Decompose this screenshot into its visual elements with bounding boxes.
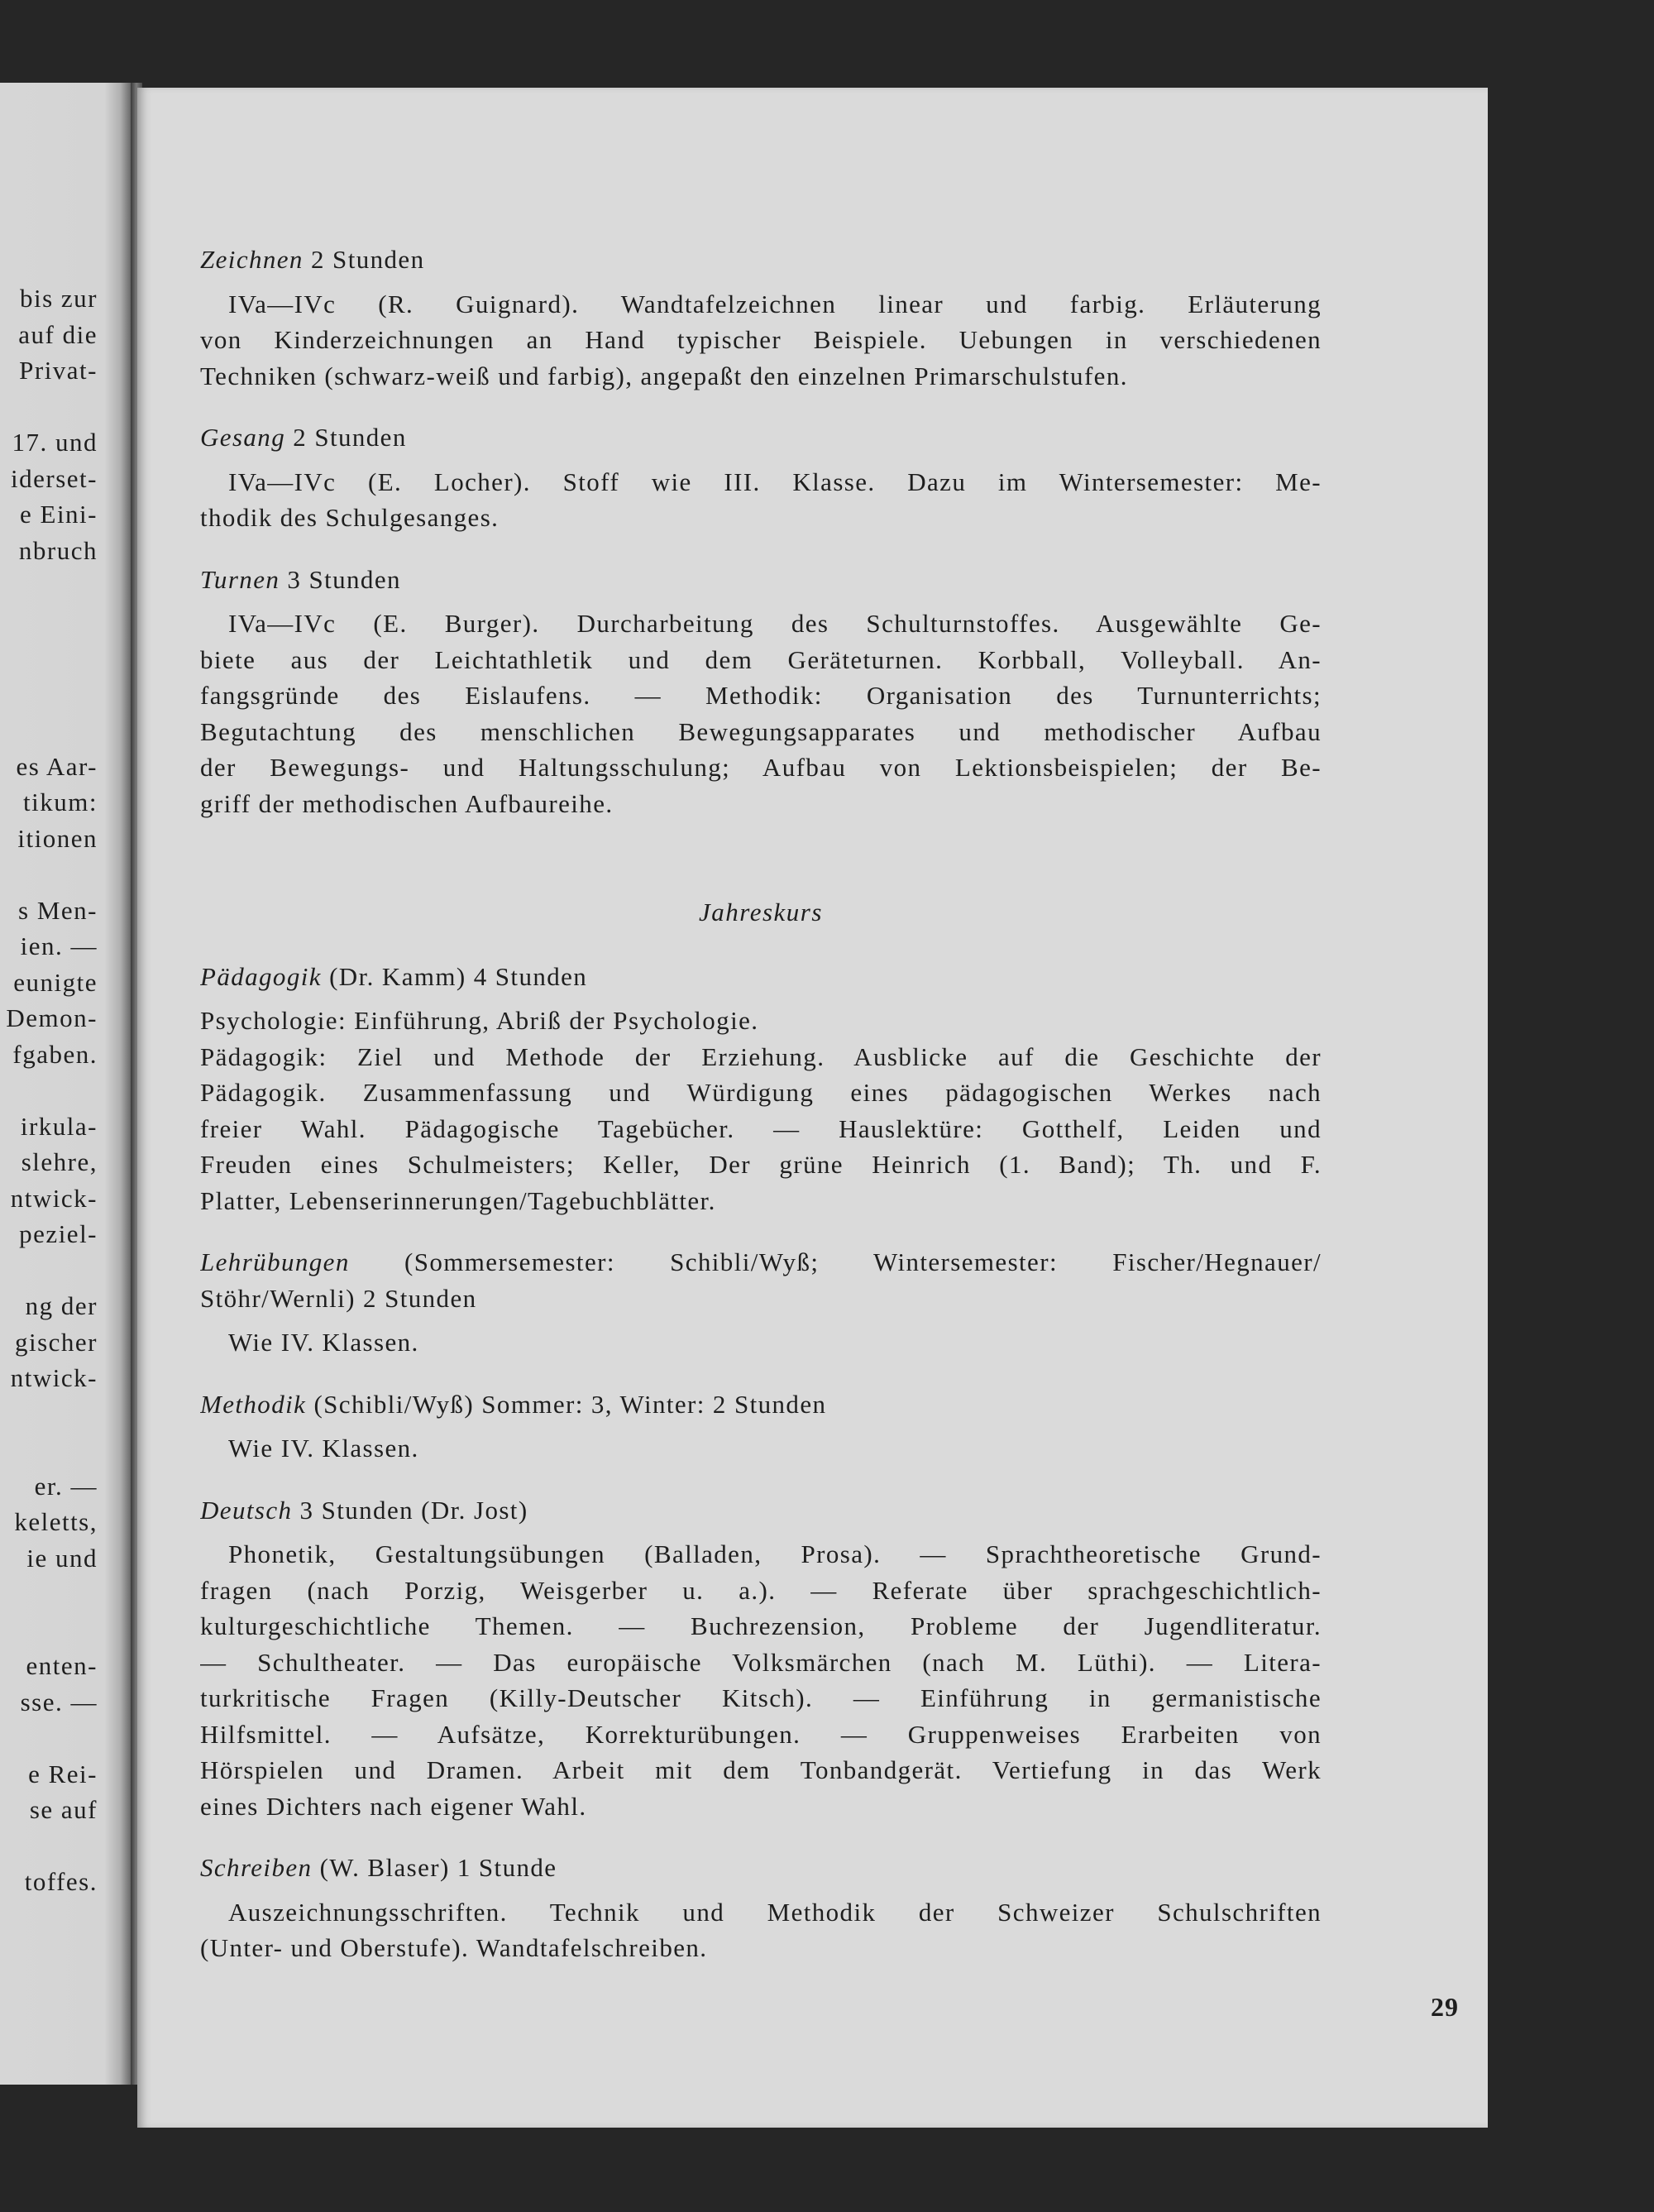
course-name: Schreiben <box>200 1853 313 1882</box>
left-text-line: keletts, <box>14 1507 98 1536</box>
left-text-line: se auf <box>29 1795 98 1824</box>
text-line: Phonetik, Gestaltungsübungen (Balladen, Prosa). — Sprachtheoretische Grund- <box>228 1539 1322 1568</box>
left-text-line <box>0 1396 98 1433</box>
left-text-line: sse. — <box>20 1687 98 1716</box>
left-text-line <box>0 1828 98 1865</box>
text-line: fangsgründe des Eislaufens. — Methodik: Organisation des Turnunterrichts; <box>200 681 1322 710</box>
course-details: Stöhr/Wernli) 2 Stunden <box>200 1283 477 1313</box>
left-text-line <box>0 1720 98 1756</box>
left-text-line <box>0 605 98 641</box>
left-text-line: e Rei- <box>28 1759 98 1788</box>
text-line: Wie IV. Klassen. <box>228 1434 419 1463</box>
course-name: Gesang <box>200 423 286 452</box>
left-text-line <box>0 1576 98 1612</box>
page-number: 29 <box>1431 1992 1459 2022</box>
left-text-line <box>0 712 98 749</box>
course-section <box>200 1492 1322 1825</box>
course-description <box>200 1003 1322 1039</box>
text-line: freier Wahl. Pädagogische Tagebücher. — Hauslektüre: Gotthelf, Leiden und <box>200 1113 1322 1143</box>
course-heading <box>200 562 1322 598</box>
heading-line <box>200 242 1322 278</box>
left-text-line: gischer <box>14 1327 98 1357</box>
text-line: IVa—IVc (R. Guignard). Wandtafelzeichnen linear und farbig. Erläuterung <box>228 289 1322 318</box>
course-details: (Sommersemester: Schibli/Wyß; Wintersemester: Fischer/Hegnauer/ <box>404 1247 1322 1276</box>
left-text-line: nbruch <box>18 535 98 565</box>
course-description <box>200 1324 1322 1361</box>
course-name: Lehrübungen <box>200 1247 350 1276</box>
course-heading <box>200 419 1322 456</box>
course-section <box>200 959 1322 1219</box>
course-section <box>200 1850 1322 1966</box>
left-text-line: 17. und <box>12 428 98 457</box>
left-text-line: ng der <box>25 1291 98 1320</box>
course-heading <box>200 1850 1322 1886</box>
page-content <box>200 242 1322 1966</box>
course-section <box>200 419 1322 536</box>
course-description <box>200 1039 1322 1219</box>
text-line: IVa—IVc (E. Burger). Durcharbeitung des Schulturnstoffes. Ausgewählte Ge- <box>228 609 1322 638</box>
left-text-line: irkula- <box>20 1111 98 1141</box>
course-description <box>200 1430 1322 1467</box>
text-line: biete aus der Leichtathletik und dem Geräteturnen. Korbball, Volleyball. An- <box>200 644 1322 674</box>
course-name: Deutsch <box>200 1495 293 1525</box>
text-line: von Kinderzeichnungen an Hand typischer Beispiele. Uebungen in verschiedenen <box>200 325 1322 354</box>
text-line: thodik des Schulgesanges. <box>200 503 500 532</box>
course-details: (Dr. Kamm) 4 Stunden <box>329 961 588 991</box>
left-text-line: Privat- <box>19 356 98 385</box>
course-details: 3 Stunden (Dr. Jost) <box>299 1495 528 1525</box>
course-description <box>200 1894 1322 1966</box>
course-section <box>200 242 1322 394</box>
left-text-line: peziel- <box>19 1219 98 1248</box>
course-heading <box>200 1244 1322 1316</box>
left-text-line: ie und <box>26 1543 98 1573</box>
course-details: 2 Stunden <box>293 423 407 452</box>
text-line: turkritische Fragen (Killy-Deutscher Kitsch). — Einführung in germanistische <box>200 1683 1322 1712</box>
right-page <box>137 88 1488 2128</box>
text-line: Pädagogik: Ziel und Methode der Erziehung. Ausblicke auf die Geschichte der <box>200 1041 1322 1071</box>
text-line: Hörspielen und Dramen. Arbeit mit dem Tonbandgerät. Vertiefung in das Werk <box>200 1755 1322 1784</box>
course-heading <box>200 242 1322 278</box>
left-text-line: fgaben. <box>12 1039 98 1069</box>
course-description <box>200 1536 1322 1824</box>
left-text-line <box>0 389 98 425</box>
left-text-line: er. — <box>34 1471 98 1501</box>
heading-line <box>200 1492 1322 1529</box>
left-text-line: tikum: <box>23 788 98 816</box>
left-text-line: s Men- <box>18 895 98 925</box>
course-section <box>200 1244 1322 1361</box>
left-text-line: iderset- <box>11 463 98 493</box>
text-line: IVa—IVc (E. Locher). Stoff wie III. Klasse. Dazu im Wintersemester: Me- <box>228 467 1322 496</box>
text-line: eines Dichters nach eigener Wahl. <box>200 1791 587 1821</box>
text-line: Pädagogik. Zusammenfassung und Würdigung eines pädagogischen Werkes nach <box>200 1078 1322 1107</box>
left-text-line <box>0 1252 98 1289</box>
left-text-line: eunigte <box>13 967 98 997</box>
course-heading <box>200 1492 1322 1529</box>
left-text-line: auf die <box>18 319 98 349</box>
course-description <box>200 606 1322 821</box>
course-section <box>200 1386 1322 1467</box>
left-text-line: e Eini- <box>20 500 98 529</box>
course-section <box>200 562 1322 822</box>
heading-line <box>200 562 1322 598</box>
text-line: (Unter- und Oberstufe). Wandtafelschreiben. <box>200 1933 708 1962</box>
left-text-line <box>0 677 98 713</box>
left-text-line: ien. — <box>20 931 98 960</box>
course-description <box>200 464 1322 536</box>
heading-line <box>200 1850 1322 1886</box>
course-name: Methodik <box>200 1389 307 1419</box>
left-text-line: bis zur <box>19 284 98 313</box>
left-text-line <box>0 856 98 893</box>
course-name: Zeichnen <box>200 245 304 274</box>
left-page-fragment <box>0 83 131 2085</box>
left-text-line <box>0 1432 98 1468</box>
text-line: fragen (nach Porzig, Weisgerber u. a.). — Referate über sprachgeschichtlich- <box>200 1575 1322 1605</box>
text-line: — Schultheater. — Das europäische Volksmärchen (nach M. Lüthi). — Litera- <box>200 1647 1322 1677</box>
text-line: Psychologie: Einführung, Abriß der Psychologie. <box>200 1006 759 1035</box>
course-heading <box>200 1386 1322 1423</box>
text-line: Platter, Lebenserinnerungen/Tagebuchblätter. <box>200 1185 716 1215</box>
left-text-line: Demon- <box>6 1003 98 1032</box>
text-line: Begutachtung des menschlichen Bewegungsapparates und methodischer Aufbau <box>200 716 1322 746</box>
course-details: (W. Blaser) 1 Stunde <box>319 1853 557 1882</box>
course-details: 2 Stunden <box>311 245 425 274</box>
left-text-line: ntwick- <box>10 1363 98 1392</box>
course-details: (Schibli/Wyß) Sommer: 3, Winter: 2 Stunden <box>313 1389 827 1419</box>
text-line: kulturgeschichtliche Themen. — Buchrezension, Probleme der Jugendliteratur. <box>200 1611 1322 1640</box>
left-text-line <box>0 640 98 677</box>
left-text-line <box>0 1072 98 1108</box>
left-text-line: es Aar- <box>16 751 98 781</box>
left-text-line: toffes. <box>24 1867 98 1896</box>
left-text-line <box>0 1612 98 1649</box>
text-line: Wie IV. Klassen. <box>228 1328 419 1357</box>
section-title: Jahreskurs <box>699 898 823 926</box>
course-details: 3 Stunden <box>287 564 401 594</box>
course-description <box>200 286 1322 395</box>
text-line: Hilfsmittel. — Aufsätze, Korrekturübungen. — Gruppenweises Erarbeiten von <box>200 1719 1322 1749</box>
text-line: Freuden eines Schulmeisters; Keller, Der grüne Heinrich (1. Band); Th. und F. <box>200 1150 1322 1179</box>
heading-line <box>200 1281 1322 1317</box>
text-line: griff der methodischen Aufbaureihe. <box>200 788 614 818</box>
text-line: der Bewegungs- und Haltungsschulung; Aufbau von Lektionsbeispielen; der Be- <box>200 753 1322 782</box>
course-name: Pädagogik <box>200 961 322 991</box>
left-text-line: ntwick- <box>10 1183 98 1213</box>
course-heading <box>200 959 1322 995</box>
course-name: Turnen <box>200 564 280 594</box>
left-text-line: enten- <box>26 1651 98 1680</box>
heading-line <box>200 1244 1322 1281</box>
text-line: Techniken (schwarz-weiß und farbig), angepaßt den einzelnen Primarschulstufen. <box>200 361 1128 390</box>
heading-line <box>200 1386 1322 1423</box>
left-text-line: itionen <box>17 823 98 853</box>
left-page-text <box>0 280 98 1900</box>
heading-line <box>200 959 1322 995</box>
text-line: Auszeichnungsschriften. Technik und Methodik der Schweizer Schulschriften <box>228 1897 1322 1927</box>
heading-line <box>200 419 1322 456</box>
left-text-line <box>0 568 98 605</box>
left-text-line: slehre, <box>21 1147 98 1176</box>
